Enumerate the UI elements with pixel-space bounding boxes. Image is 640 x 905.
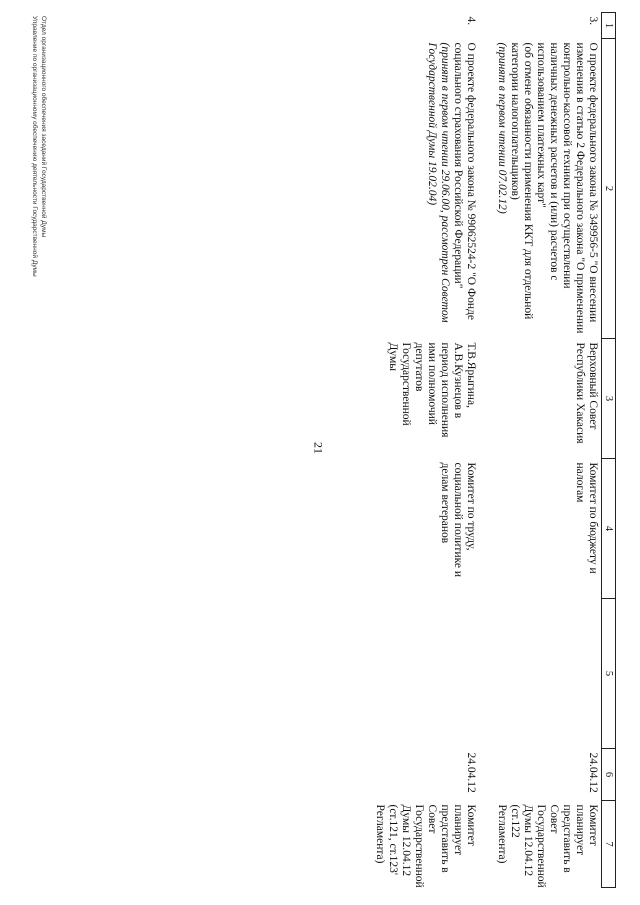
header-cell: 5	[602, 599, 616, 749]
table-row	[493, 13, 602, 888]
table-row	[371, 13, 479, 888]
header-cell: 1	[602, 13, 616, 39]
footer-line-2: Управление по организационному обеспечению деятельности Государственной Думы	[31, 16, 38, 277]
header-cell: 6	[602, 749, 616, 801]
plan: Комитет планирует представить в Совет Государственной Думы 12.04.12 (ст.122 Регламента)	[496, 804, 599, 888]
plan: Комитет планирует представить в Совет Государственной Думы 12.04.12 (ст.121, ст.123' Регламента)	[374, 804, 477, 888]
bill-description	[493, 39, 602, 339]
footer	[30, 16, 48, 277]
bill-description	[371, 39, 479, 339]
initiator: Т.В.Ярыгина, А.В.Кузнецов в период исполнения ими полномочий депутатов Государственной Думы	[387, 342, 477, 438]
header-cell: 4	[602, 459, 616, 599]
bill-status: (принят в первом чтении 29.06.00, рассмотрен Советом Государственной Думы 19.02.04)	[426, 42, 451, 323]
footer-line-1: Отдел организационного обеспечения заседаний Государственной Думы	[40, 16, 47, 238]
column-5	[493, 599, 602, 749]
bill-title: О проекте федерального закона № 99062524-2 "О Фонде социального страхования Российской Федерации"	[452, 42, 477, 320]
row-number: 3.	[587, 16, 599, 26]
header-cell: 3	[602, 339, 616, 459]
committee: Комитет по бюджету и налогам	[574, 462, 599, 574]
header-cell: 2	[602, 39, 616, 339]
table-header-row	[602, 13, 616, 888]
bill-note: (об отмене обязанности применения ККТ для отдельной категории налогоплательщиков)	[509, 42, 534, 320]
initiator: Верховный Совет Республики Хакасия	[574, 342, 599, 444]
bill-status: (принят в первом чтении 07.02.12)	[496, 42, 508, 214]
date: 24.04.12	[465, 752, 477, 793]
page-number: 21	[311, 442, 326, 454]
bill-title: О проекте федерального закона № 349956-5 "О внесении изменения в статью 2 Федерального закона "О применении контрольно-кассовой техники при осуществлении наличных денежных расчетов и (или) расчетов с использованием платежных карт"	[535, 42, 599, 334]
row-number: 4.	[465, 16, 477, 26]
header-cell: 7	[602, 801, 616, 888]
committee: Комитет по труду, социальной политике и делам ветеранов	[439, 462, 477, 578]
date: 24.04.12	[587, 752, 599, 793]
document-sheet	[16, 12, 616, 887]
agenda-table	[371, 12, 616, 888]
column-5	[371, 599, 479, 749]
